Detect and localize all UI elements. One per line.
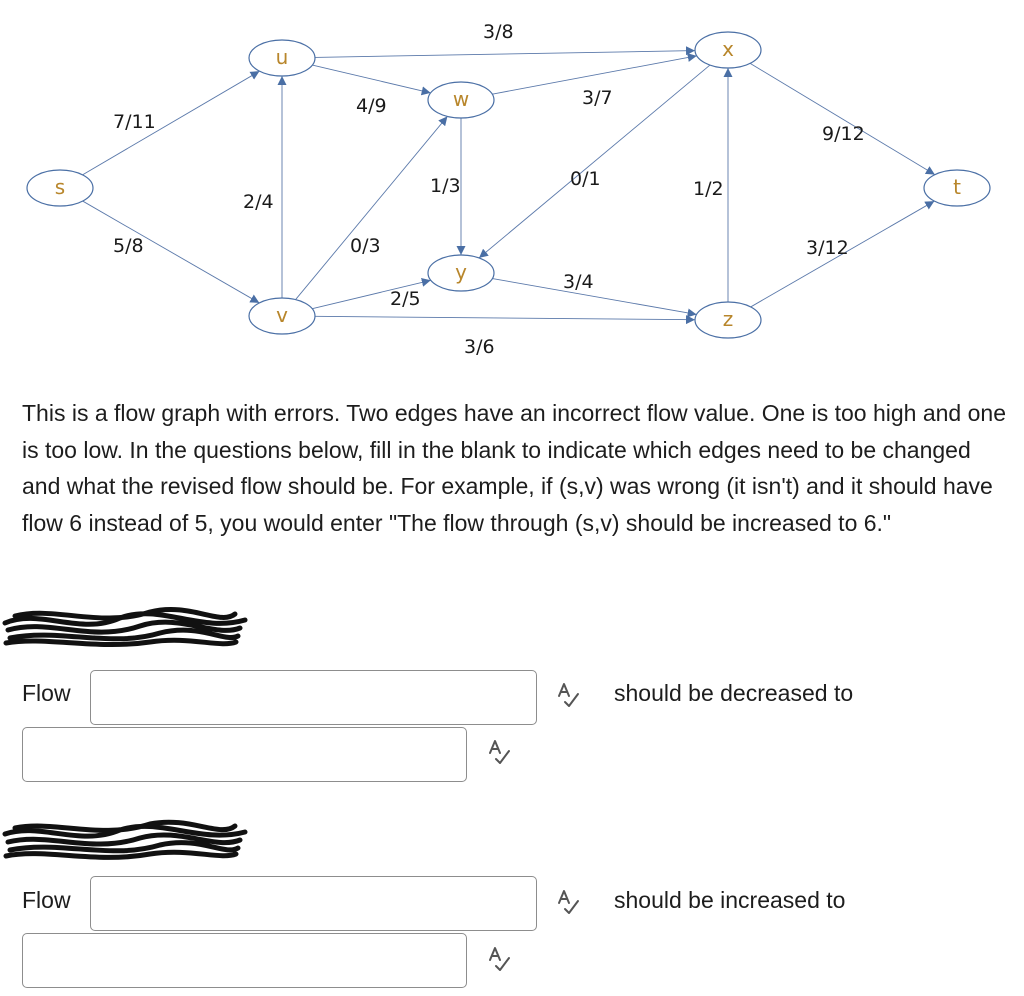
node-label-s: s bbox=[54, 175, 66, 199]
node-label-z: z bbox=[722, 307, 734, 331]
edge-v-z bbox=[315, 316, 695, 319]
redaction-scribble bbox=[0, 812, 250, 872]
question-prompt: This is a flow graph with errors. Two edges have an incorrect flow value. One is too high and one is too low. In the questions below, fill in the blank to indicate which edges need to be changed and what the revised flow should be. For example, if (s,v) was wrong (it isn't) and it should have flow 6 instead of 5, you would enter "The flow through (s,v) should be increased to 6." bbox=[22, 400, 1006, 536]
edge-x-t bbox=[750, 63, 935, 174]
edge-label-u-x: 3/8 bbox=[483, 21, 514, 43]
node-label-w: w bbox=[452, 87, 470, 111]
edge-label-w-x: 3/7 bbox=[582, 87, 613, 109]
node-x bbox=[695, 32, 761, 68]
node-label-v: v bbox=[276, 303, 288, 327]
edge-label-y-z: 3/4 bbox=[563, 271, 594, 293]
edge-y-z bbox=[492, 279, 696, 315]
spellcheck-icon[interactable] bbox=[487, 739, 511, 765]
flow-graph bbox=[0, 0, 1024, 370]
node-v bbox=[249, 298, 315, 334]
edge-label-v-z: 3/6 bbox=[464, 336, 495, 358]
edge-s-u bbox=[82, 71, 259, 175]
spellcheck-icon[interactable] bbox=[487, 946, 511, 972]
edge-label-v-w: 0/3 bbox=[350, 235, 381, 257]
node-y bbox=[428, 255, 494, 291]
node-label-t: t bbox=[953, 175, 961, 199]
node-label-x: x bbox=[722, 37, 734, 61]
edge-label-v-y: 2/5 bbox=[390, 288, 421, 310]
spellcheck-icon[interactable] bbox=[556, 682, 580, 708]
decreased-suffix: should be decreased to bbox=[614, 680, 854, 706]
edge-label-w-y: 1/3 bbox=[430, 175, 461, 197]
edge-label-x-t: 9/12 bbox=[822, 123, 865, 145]
new-value-input-1[interactable] bbox=[22, 727, 467, 782]
edge-u-x bbox=[315, 51, 695, 58]
node-s bbox=[27, 170, 93, 206]
edge-label-x-y: 0/1 bbox=[570, 168, 601, 190]
edge-label-s-u: 7/11 bbox=[113, 111, 156, 133]
node-u bbox=[249, 40, 315, 76]
edge-label-v-u: 2/4 bbox=[243, 191, 274, 213]
node-w bbox=[428, 82, 494, 118]
edge-input-2[interactable] bbox=[90, 876, 537, 931]
edge-input-1[interactable] bbox=[90, 670, 537, 725]
edge-s-v bbox=[83, 201, 260, 303]
node-label-u: u bbox=[275, 45, 289, 69]
node-t bbox=[924, 170, 990, 206]
increased-suffix: should be increased to bbox=[614, 887, 846, 913]
spellcheck-icon[interactable] bbox=[556, 889, 580, 915]
node-z bbox=[695, 302, 761, 338]
edge-label-z-x: 1/2 bbox=[693, 178, 724, 200]
edge-v-w bbox=[296, 116, 448, 299]
edge-label-u-w: 4/9 bbox=[356, 95, 387, 117]
flow-label-1: Flow bbox=[22, 680, 71, 706]
edge-label-s-v: 5/8 bbox=[113, 235, 144, 257]
flow-label-2: Flow bbox=[22, 887, 71, 913]
new-value-input-2[interactable] bbox=[22, 933, 467, 988]
edge-label-z-t: 3/12 bbox=[806, 237, 849, 259]
redaction-scribble bbox=[0, 598, 250, 658]
edge-u-w bbox=[312, 65, 430, 93]
node-label-y: y bbox=[455, 260, 467, 284]
